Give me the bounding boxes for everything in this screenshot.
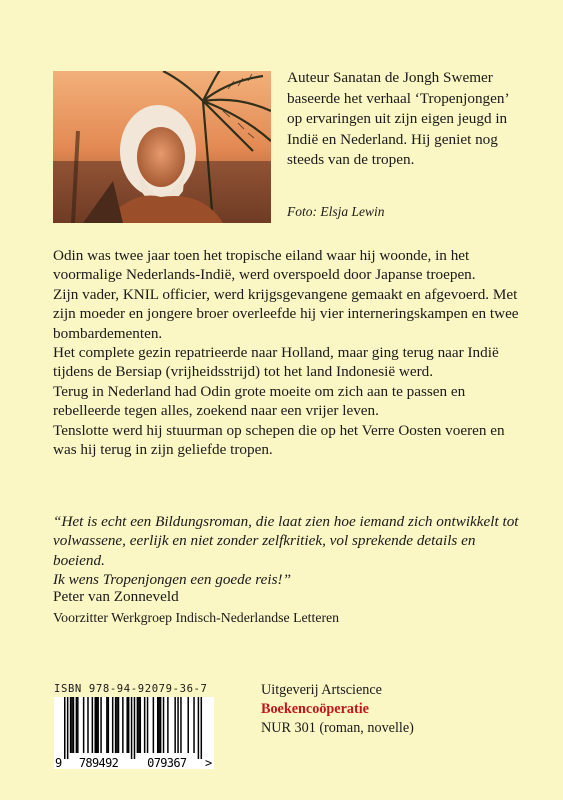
barcode-bar [144, 697, 146, 753]
barcode-bar [67, 697, 69, 759]
barcode-bar [83, 697, 85, 753]
barcode-bar [100, 697, 102, 753]
barcode-bar [92, 697, 94, 753]
barcode-bar [108, 697, 110, 753]
barcode-bar [71, 697, 73, 753]
quote-author-role: Voorzitter Werkgroep Indisch-Nederlandse Letteren [53, 610, 340, 625]
barcode-bar [64, 697, 66, 759]
barcode-bar [167, 697, 169, 753]
publisher-info [261, 681, 414, 738]
barcode-bar [95, 697, 97, 753]
barcode-bar [174, 697, 176, 753]
barcode-bar [76, 697, 78, 753]
barcode [54, 697, 214, 769]
barcode-bar [126, 697, 128, 753]
barcode-graphic [54, 697, 214, 769]
barcode-digits: 079367 [147, 756, 188, 769]
barcode-digits: 9 [55, 756, 63, 769]
nur-code: NUR 301 (roman, novelle) [261, 720, 414, 736]
quote-text: Ik wens Tropenjongen een goede reis!” [53, 571, 292, 589]
barcode-bar [106, 697, 108, 753]
barcode-bar [138, 697, 140, 753]
barcode-digits: 789492 [78, 756, 119, 769]
isbn-label: ISBN 978-94-92079-36-7 [54, 683, 208, 695]
author-photo [53, 71, 271, 223]
quote-author: Peter van Zonneveld [53, 588, 179, 605]
barcode-bar [187, 697, 189, 753]
barcode-bar [73, 697, 75, 753]
barcode-bar [158, 697, 160, 753]
barcode-bar [115, 697, 117, 753]
barcode-bar [157, 697, 159, 753]
barcode-bar [96, 697, 98, 753]
barcode-quiet-zone-marker: > [205, 756, 213, 769]
barcode-bar [137, 697, 139, 753]
barcode-bar [70, 697, 72, 753]
barcode-bar [128, 697, 130, 753]
barcode-bar [180, 697, 182, 753]
quote-text: “Het is echt een Bildungsroman, die laat zien hoe iemand zich ontwikkelt tot volwassene, eerlijk en niet zonder zelfkritiek, vol sprekende details en boeiend. [53, 513, 519, 569]
barcode-bar [140, 697, 142, 753]
author-bio: Auteur Sanatan de Jongh Swemer baseerde het verhaal ‘Tropenjongen’ op ervaringen uit zijn eigen jeugd in Indië en Nederland. Hij geniet nog steeds van de tropen. [287, 69, 509, 168]
barcode-bar [147, 697, 149, 753]
synopsis-paragraph: Tenslotte werd hij stuurman op schepen die op het Verre Oosten voeren en was hij terug in zijn geliefde tropen. [53, 421, 505, 459]
barcode-bar [153, 697, 155, 753]
synopsis-paragraph: Het complete gezin repatrieerde naar Holland, maar ging terug naar Indië tijdens de Bersiap (vrijheidsstrijd) tot het land Indonesië werd. [53, 344, 499, 381]
barcode-bar [201, 697, 203, 759]
barcode-bar [131, 697, 133, 759]
barcode-bar [193, 697, 195, 753]
synopsis-paragraph: Zijn vader, KNIL officier, werd krijgsgevangene gemaakt en afgevoerd. Met zijn moeder en jongere broer overleefde hij vier interneringskampen en twee bombardementen. [53, 285, 519, 342]
synopsis-paragraph: Terug in Nederland had Odin grote moeite om zich aan te passen en rebelleerde tegen alles, zoekend naar een vrijer leven. [53, 382, 466, 420]
barcode-bar [177, 697, 179, 753]
publisher-imprint: Uitgeverij Artscience [261, 682, 382, 698]
photo-credit: Foto: Elsja Lewin [287, 204, 385, 219]
barcode-bar [160, 697, 162, 753]
review-quote [53, 512, 523, 590]
publisher-brand: Boekencoöperatie [261, 701, 369, 717]
barcode-bar [118, 697, 120, 753]
barcode-bar [134, 697, 136, 759]
barcode-bar [77, 697, 79, 753]
barcode-bar [198, 697, 200, 759]
barcode-bar [163, 697, 165, 753]
barcode-bar [116, 697, 118, 753]
barcode-bar [112, 697, 114, 753]
barcode-bar [97, 697, 99, 753]
synopsis [53, 246, 523, 459]
barcode-bar [87, 697, 89, 753]
barcode-bar [122, 697, 124, 753]
synopsis-paragraph: Odin was twee jaar toen het tropische eiland waar hij woonde, in het voormalige Nederlands-Indië, werd overspoeld door Japanse troepen. [53, 247, 476, 284]
